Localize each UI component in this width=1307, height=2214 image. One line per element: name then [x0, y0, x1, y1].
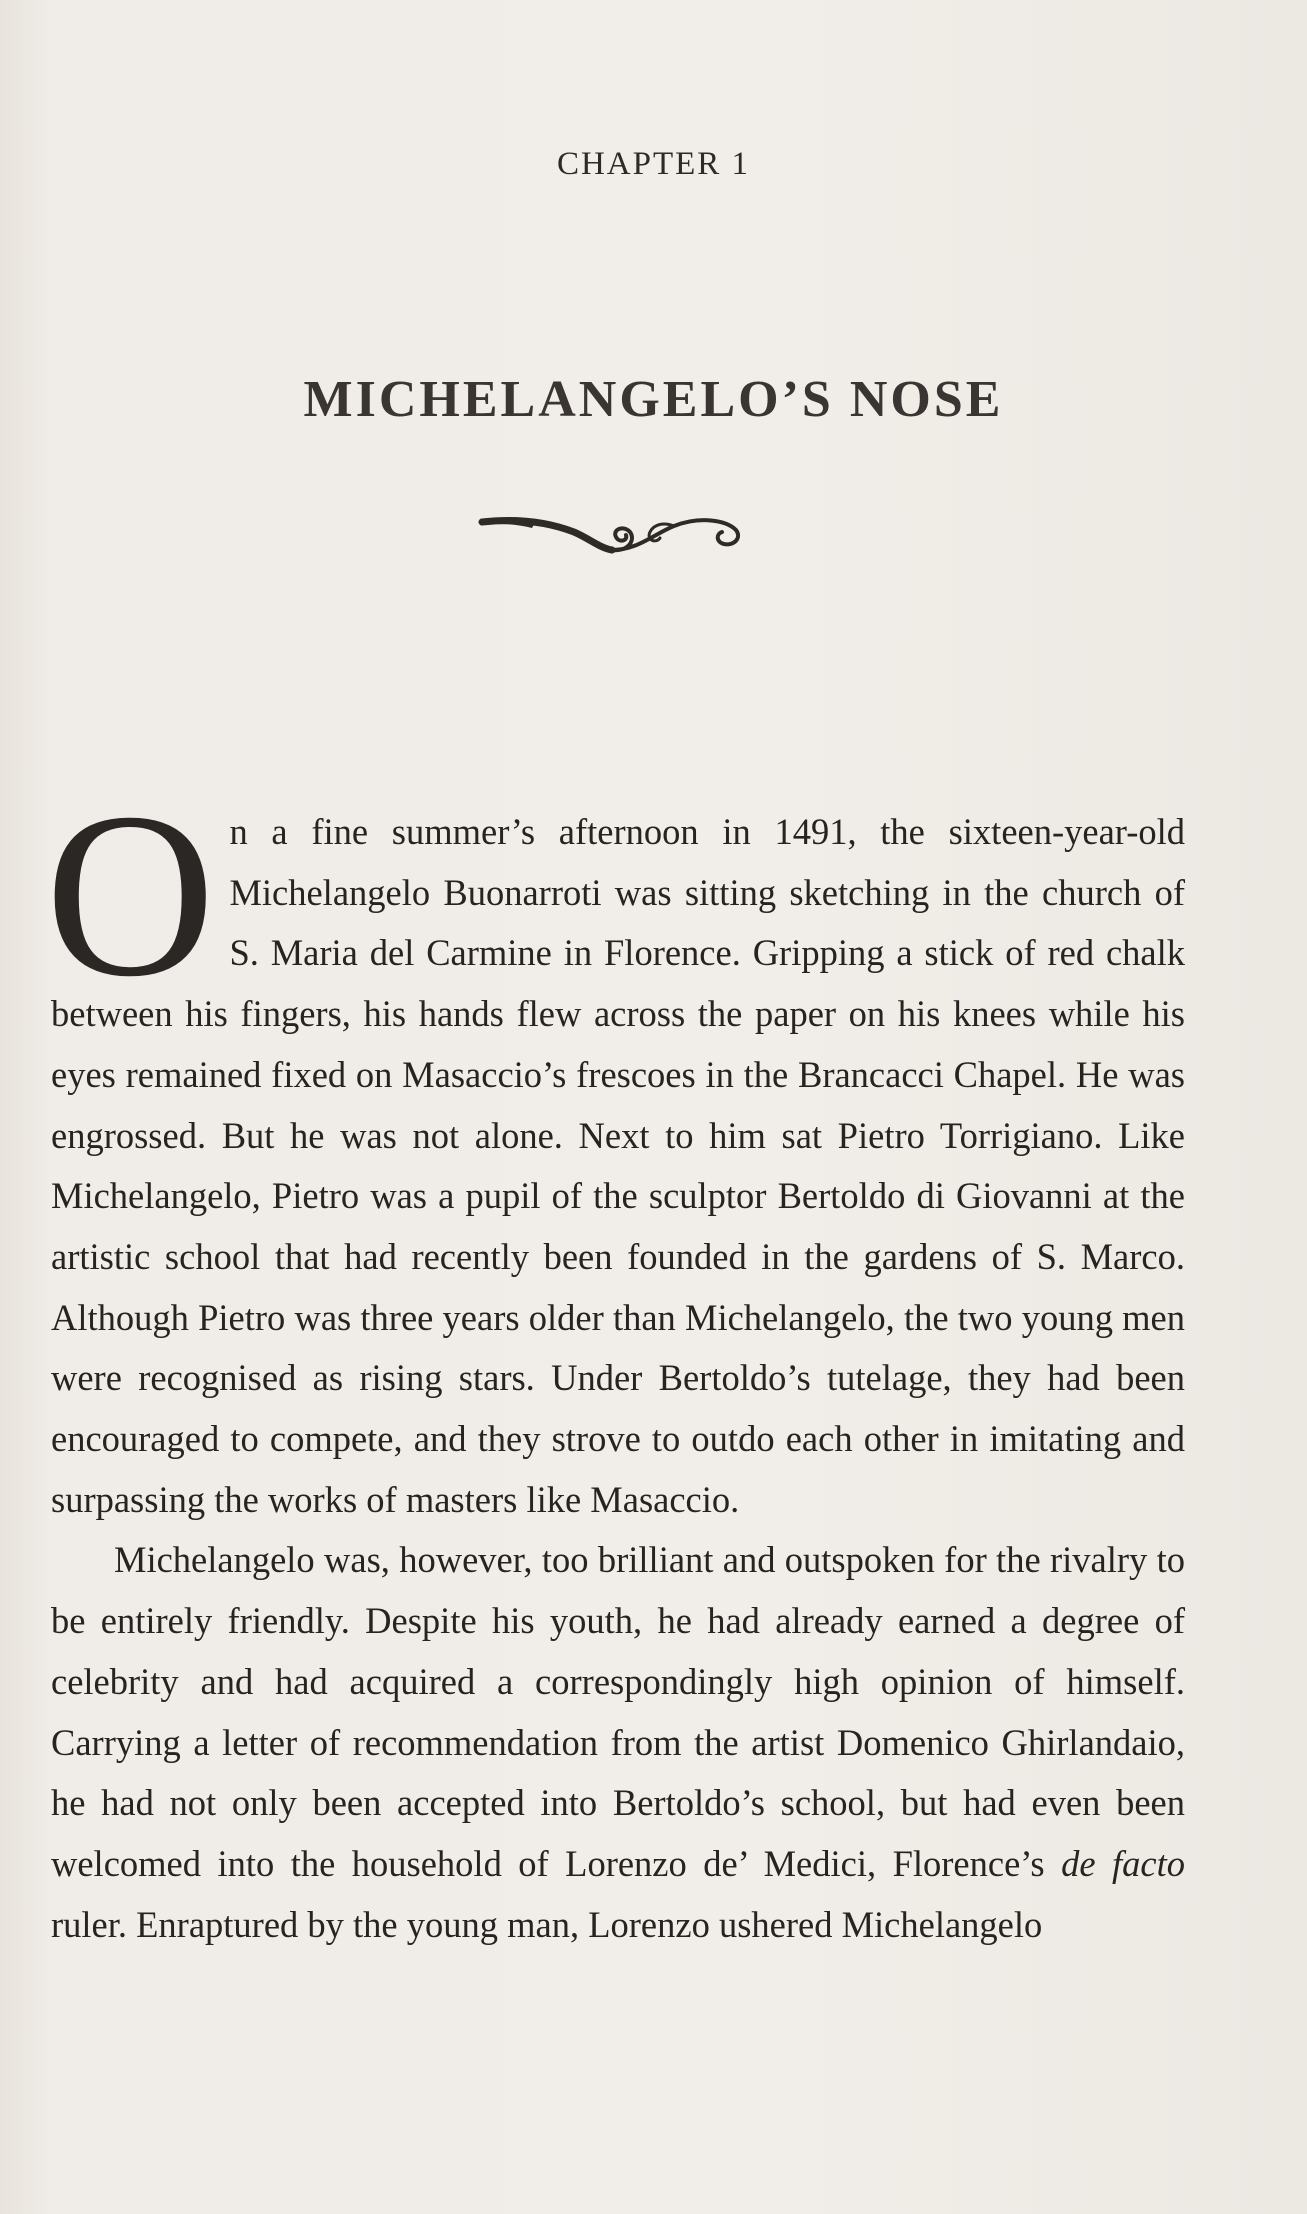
- flourish-ornament-icon: [478, 498, 748, 560]
- paragraph-1-text: n a fine summer’s afternoon in 1491, the sixteen-year-old Michelangelo Buonarroti was sitting sketching in the church of S. Maria del Carmine in Florence. Gripping a stick of red chalk between his fingers, his hands flew across the paper on his knees while his eyes remained fixed on Masaccio’s frescoes in the Brancacci Chapel. He was engrossed. But he was not alone. Next to him sat Pietro Torrigiano. Like Michelangelo, Pietro was a pupil of the sculptor Bertoldo di Giovanni at the artistic school that had recently been founded in the gardens of S. Marco. Although Pietro was three years older than Michelangelo, the two young men were recognised as rising stars. Under Bertoldo’s tutelage, they had been encouraged to compete, and they strove to outdo each other in imitating and surpassing the works of masters like Masaccio.: [51, 811, 1185, 1520]
- drop-cap: O: [45, 765, 216, 1026]
- body-text: [45, 765, 1185, 1955]
- chapter-title: MICHELANGELO’S NOSE: [303, 371, 1004, 428]
- paragraph-2-text-start: Michelangelo was, however, too brilliant and outspoken for the rivalry to be entirely friendly. Despite his youth, he had already earned a degree of celebrity and had acquired a correspondingly high opinion of himself. Carrying a letter of recommendation from the artist Domenico Ghirlandaio, he had not only been accepted into Bertoldo’s school, but had even been welcomed into the household of Lorenzo de’ Medici, Florence’s: [51, 1539, 1185, 1884]
- paragraph-2-text-end: ruler. Enraptured by the young man, Lorenzo ushered Michelangelo: [51, 1903, 1043, 1945]
- paragraph-2-italic-phrase: de facto: [1061, 1842, 1185, 1884]
- paragraph-1: [45, 765, 1185, 1530]
- chapter-number: CHAPTER 1: [556, 146, 751, 182]
- paragraph-2: [51, 1530, 1185, 1955]
